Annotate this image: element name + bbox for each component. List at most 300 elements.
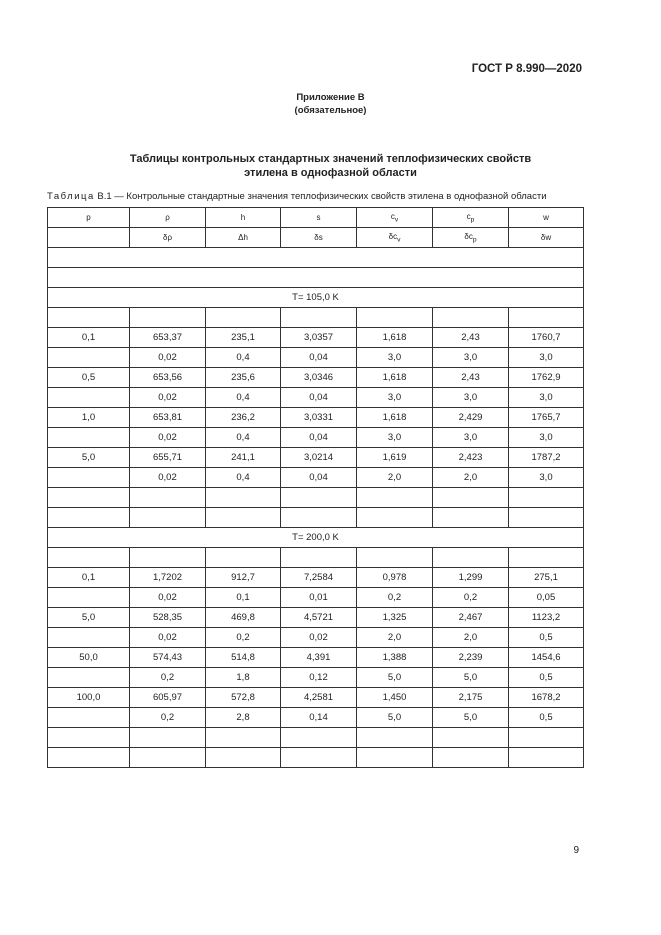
cell-value: 0,2 bbox=[463, 592, 478, 603]
cell-value: 1760,7 bbox=[531, 332, 561, 343]
cell-value: 0,02 bbox=[158, 392, 177, 403]
table-row bbox=[48, 348, 584, 368]
cell-value: 0,1 bbox=[236, 592, 250, 603]
table-cell bbox=[509, 668, 584, 688]
cell-value: 5,0 bbox=[463, 672, 478, 683]
table-cell bbox=[48, 508, 130, 528]
cell-value: 2,43 bbox=[461, 332, 480, 343]
cell-value: 2,0 bbox=[387, 472, 402, 483]
table-row bbox=[48, 448, 584, 468]
cell-value: 0,02 bbox=[158, 472, 177, 483]
cell-value: 2,175 bbox=[458, 692, 483, 703]
cell-value: 235,6 bbox=[231, 372, 255, 383]
table-cell bbox=[206, 508, 281, 528]
cell-value: 1,618 bbox=[382, 412, 407, 423]
cell-value: 1,450 bbox=[382, 692, 407, 703]
table-header-cell bbox=[206, 208, 281, 228]
table-header-row bbox=[48, 208, 584, 228]
cell-value: c bbox=[466, 211, 471, 221]
table-cell bbox=[509, 308, 584, 328]
table-cell bbox=[509, 388, 584, 408]
table-cell bbox=[206, 628, 281, 648]
table-cell bbox=[357, 348, 433, 368]
table-cell bbox=[130, 728, 206, 748]
table-row bbox=[48, 568, 584, 588]
table-cell bbox=[206, 668, 281, 688]
table-cell bbox=[281, 348, 357, 368]
cell-value: Δh bbox=[238, 233, 248, 242]
cell-value: 3,0 bbox=[387, 392, 402, 403]
table-empty-row bbox=[48, 268, 584, 288]
cell-value: 0,5 bbox=[539, 632, 553, 643]
cell-value: 5,0 bbox=[81, 612, 96, 623]
table-cell bbox=[48, 468, 130, 488]
cell-value: 2,467 bbox=[458, 612, 483, 623]
table-cell bbox=[357, 668, 433, 688]
cell-value: 2,8 bbox=[236, 712, 250, 723]
table-caption-number: В.1 bbox=[97, 191, 112, 202]
table-empty-row bbox=[48, 508, 584, 528]
table-cell bbox=[130, 308, 206, 328]
table-cell bbox=[130, 348, 206, 368]
cell-value: 3,0331 bbox=[303, 412, 334, 423]
table-empty-row bbox=[48, 308, 584, 328]
cell-value: δc bbox=[464, 231, 473, 241]
cell-value: 2,0 bbox=[463, 472, 478, 483]
cell-value: 0,12 bbox=[309, 672, 328, 683]
cell-subscript: p bbox=[470, 216, 475, 224]
cell-value: c bbox=[390, 211, 395, 221]
table-cell bbox=[281, 368, 357, 388]
table-cell bbox=[206, 648, 281, 668]
cell-value: 4,391 bbox=[306, 652, 331, 663]
table-cell bbox=[130, 328, 206, 348]
cell-value: 1,618 bbox=[382, 372, 407, 383]
table-cell bbox=[509, 448, 584, 468]
table-caption bbox=[47, 191, 547, 202]
table-cell bbox=[509, 708, 584, 728]
table-cell bbox=[281, 428, 357, 448]
table-cell bbox=[509, 368, 584, 388]
table-cell bbox=[48, 368, 130, 388]
table-cell bbox=[433, 408, 509, 428]
table-cell bbox=[281, 468, 357, 488]
cell-value: 3,0 bbox=[463, 432, 478, 443]
table-cell bbox=[206, 428, 281, 448]
cell-value: p bbox=[86, 213, 91, 222]
cell-value: 5,0 bbox=[463, 712, 478, 723]
cell-value: 1,299 bbox=[458, 572, 483, 583]
cell-value: δρ bbox=[162, 233, 172, 242]
table-cell bbox=[357, 308, 433, 328]
table-cell bbox=[433, 448, 509, 468]
table-header-cell bbox=[433, 228, 509, 248]
table-cell bbox=[433, 468, 509, 488]
table-row bbox=[48, 408, 584, 428]
table-cell bbox=[509, 428, 584, 448]
table-cell bbox=[509, 648, 584, 668]
table-cell bbox=[130, 488, 206, 508]
cell-value: 469,8 bbox=[231, 612, 255, 623]
table-cell bbox=[433, 628, 509, 648]
table-cell bbox=[281, 328, 357, 348]
temperature-value: = 105,0 K bbox=[297, 292, 339, 303]
table-cell bbox=[48, 568, 130, 588]
temperature-label bbox=[48, 528, 584, 548]
table-cell bbox=[281, 708, 357, 728]
cell-value: 1762,9 bbox=[531, 372, 561, 383]
table-cell bbox=[206, 708, 281, 728]
cell-value: 0,02 bbox=[158, 592, 177, 603]
cell-value: 574,43 bbox=[152, 652, 183, 663]
cell-value: 0,4 bbox=[236, 472, 250, 483]
table-row bbox=[48, 668, 584, 688]
cell-value: 1,618 bbox=[382, 332, 407, 343]
table-cell bbox=[206, 448, 281, 468]
table-cell bbox=[206, 608, 281, 628]
cell-value: 235,1 bbox=[231, 332, 255, 343]
table-cell bbox=[281, 508, 357, 528]
cell-value: 0,02 bbox=[158, 352, 177, 363]
table-cell bbox=[206, 548, 281, 568]
table-cell bbox=[357, 328, 433, 348]
cell-value: 5,0 bbox=[81, 452, 96, 463]
table-cell bbox=[281, 748, 357, 768]
table-cell bbox=[357, 608, 433, 628]
table-empty-row bbox=[48, 548, 584, 568]
table-cell bbox=[281, 668, 357, 688]
cell-value: 5,0 bbox=[387, 672, 402, 683]
table-spacer-cell bbox=[48, 268, 584, 288]
table-header-cell bbox=[357, 228, 433, 248]
table-cell bbox=[130, 428, 206, 448]
table-cell bbox=[281, 308, 357, 328]
table-cell bbox=[357, 568, 433, 588]
table-cell bbox=[509, 328, 584, 348]
table-cell bbox=[281, 728, 357, 748]
cell-value: 0,2 bbox=[160, 712, 175, 723]
cell-value: 1,8 bbox=[236, 672, 250, 683]
table-cell bbox=[357, 468, 433, 488]
cell-value: 1,7202 bbox=[152, 572, 183, 583]
annex-heading bbox=[0, 91, 661, 117]
table-cell bbox=[433, 708, 509, 728]
table-row bbox=[48, 428, 584, 448]
cell-value: 3,0 bbox=[539, 392, 553, 403]
table-cell bbox=[281, 588, 357, 608]
cell-value: 572,8 bbox=[231, 692, 255, 703]
cell-value: 655,71 bbox=[152, 452, 183, 463]
table-cell bbox=[130, 368, 206, 388]
cell-value: 1,325 bbox=[382, 612, 407, 623]
annex-label: Приложение В bbox=[296, 92, 365, 103]
table-cell bbox=[509, 348, 584, 368]
table-cell bbox=[48, 308, 130, 328]
table-cell bbox=[509, 468, 584, 488]
table-cell bbox=[130, 588, 206, 608]
table-cell bbox=[281, 648, 357, 668]
table-cell bbox=[48, 408, 130, 428]
table-cell bbox=[433, 488, 509, 508]
section-title-line2: этилена в однофазной области bbox=[244, 167, 417, 179]
cell-value: 3,0 bbox=[463, 352, 478, 363]
cell-value: 0,4 bbox=[236, 352, 250, 363]
cell-value: 1123,2 bbox=[531, 612, 561, 623]
table-cell bbox=[281, 388, 357, 408]
table-cell bbox=[48, 488, 130, 508]
cell-value: 3,0357 bbox=[303, 332, 334, 343]
table-cell bbox=[206, 408, 281, 428]
document-code: ГОСТ Р 8.990—2020 bbox=[471, 63, 582, 75]
table-cell bbox=[206, 388, 281, 408]
cell-value: 100,0 bbox=[76, 692, 101, 703]
table-row bbox=[48, 328, 584, 348]
table-empty-row bbox=[48, 728, 584, 748]
cell-value: 2,429 bbox=[458, 412, 483, 423]
table-cell bbox=[509, 588, 584, 608]
table-cell bbox=[433, 588, 509, 608]
table-cell bbox=[357, 628, 433, 648]
table-row bbox=[48, 588, 584, 608]
table-cell bbox=[357, 508, 433, 528]
table-cell bbox=[48, 708, 130, 728]
cell-value: 528,35 bbox=[152, 612, 183, 623]
cell-value: 2,0 bbox=[387, 632, 402, 643]
table-cell bbox=[130, 628, 206, 648]
cell-value: 653,81 bbox=[152, 412, 183, 423]
table-caption-text: — Контрольные стандартные значения теплофизических свойств этилена в однофазной области bbox=[114, 191, 547, 202]
table-cell bbox=[48, 428, 130, 448]
table-header-cell bbox=[509, 228, 584, 248]
table-cell bbox=[130, 548, 206, 568]
temperature-symbol: T bbox=[292, 292, 298, 303]
table-cell bbox=[130, 688, 206, 708]
table-header-cell bbox=[281, 228, 357, 248]
table-cell bbox=[357, 548, 433, 568]
cell-value: 3,0 bbox=[539, 432, 553, 443]
cell-value: h bbox=[240, 213, 246, 222]
table-cell bbox=[130, 568, 206, 588]
cell-value: 0,01 bbox=[309, 592, 328, 603]
cell-value: 0,02 bbox=[309, 632, 328, 643]
temperature-symbol: T bbox=[292, 532, 298, 543]
table-cell bbox=[206, 328, 281, 348]
table-cell bbox=[206, 728, 281, 748]
cell-value: 0,1 bbox=[81, 332, 96, 343]
table-cell bbox=[130, 508, 206, 528]
cell-value: 0,4 bbox=[236, 432, 250, 443]
cell-value: 241,1 bbox=[231, 452, 255, 463]
cell-value: 2,423 bbox=[458, 452, 483, 463]
cell-subscript: p bbox=[472, 236, 477, 244]
table-cell bbox=[130, 708, 206, 728]
table-header-cell bbox=[281, 208, 357, 228]
table-header-cell bbox=[48, 208, 130, 228]
cell-value: 50,0 bbox=[79, 652, 98, 663]
table-header-cell bbox=[206, 228, 281, 248]
cell-value: 0,2 bbox=[236, 632, 250, 643]
table-cell bbox=[48, 668, 130, 688]
cell-value: 0,5 bbox=[539, 712, 553, 723]
cell-value: 3,0 bbox=[463, 392, 478, 403]
cell-value: 912,7 bbox=[231, 572, 255, 583]
table-cell bbox=[206, 688, 281, 708]
annex-status: (обязательное) bbox=[294, 105, 367, 116]
table-cell bbox=[433, 388, 509, 408]
table-cell bbox=[48, 728, 130, 748]
table-cell bbox=[509, 688, 584, 708]
cell-value: 0,02 bbox=[158, 632, 177, 643]
table-header-cell bbox=[48, 228, 130, 248]
table-cell bbox=[281, 688, 357, 708]
cell-value: 3,0 bbox=[539, 352, 553, 363]
cell-value: 1678,2 bbox=[531, 692, 561, 703]
table-cell bbox=[433, 608, 509, 628]
cell-value: 1765,7 bbox=[531, 412, 561, 423]
table-cell bbox=[281, 608, 357, 628]
table-cell bbox=[509, 628, 584, 648]
table-cell bbox=[206, 308, 281, 328]
temperature-row bbox=[48, 288, 584, 308]
cell-value: 1,0 bbox=[81, 412, 96, 423]
table-cell bbox=[357, 728, 433, 748]
table-cell bbox=[206, 588, 281, 608]
table-cell bbox=[281, 568, 357, 588]
table-cell bbox=[509, 608, 584, 628]
table-cell bbox=[48, 588, 130, 608]
table-cell bbox=[357, 368, 433, 388]
table-cell bbox=[130, 468, 206, 488]
table-header-row bbox=[48, 228, 584, 248]
table-cell bbox=[433, 348, 509, 368]
table-cell bbox=[281, 408, 357, 428]
table-cell bbox=[357, 708, 433, 728]
cell-value: 0,04 bbox=[309, 352, 328, 363]
table-cell bbox=[206, 348, 281, 368]
cell-value: 3,0 bbox=[539, 472, 553, 483]
table-cell bbox=[130, 748, 206, 768]
table-row bbox=[48, 468, 584, 488]
table-cell bbox=[357, 428, 433, 448]
table-empty-row bbox=[48, 248, 584, 268]
table-cell bbox=[433, 548, 509, 568]
table-header-cell bbox=[509, 208, 584, 228]
table-cell bbox=[130, 608, 206, 628]
table-cell bbox=[433, 508, 509, 528]
table-cell bbox=[48, 608, 130, 628]
cell-value: 5,0 bbox=[387, 712, 402, 723]
table-row bbox=[48, 388, 584, 408]
table-cell bbox=[48, 648, 130, 668]
table-cell bbox=[433, 648, 509, 668]
table-cell bbox=[433, 368, 509, 388]
cell-value: ρ bbox=[165, 213, 170, 222]
cell-value: δs bbox=[314, 233, 323, 242]
table-empty-row bbox=[48, 748, 584, 768]
table-cell bbox=[48, 348, 130, 368]
table-cell bbox=[509, 488, 584, 508]
table-cell bbox=[357, 648, 433, 668]
table-cell bbox=[357, 748, 433, 768]
cell-value: 0,02 bbox=[158, 432, 177, 443]
table-cell bbox=[357, 448, 433, 468]
cell-value: 653,56 bbox=[152, 372, 183, 383]
table-cell bbox=[357, 488, 433, 508]
table-cell bbox=[509, 548, 584, 568]
cell-value: 4,2581 bbox=[303, 692, 334, 703]
table-row bbox=[48, 648, 584, 668]
table-header-cell bbox=[130, 208, 206, 228]
cell-value: 0,2 bbox=[387, 592, 402, 603]
cell-value: 275,1 bbox=[534, 572, 558, 583]
cell-value: δc bbox=[388, 231, 398, 241]
cell-value: 7,2584 bbox=[303, 572, 334, 583]
table-cell bbox=[509, 748, 584, 768]
table-caption-label: Таблица bbox=[47, 191, 95, 202]
page-number: 9 bbox=[573, 845, 579, 856]
table-row bbox=[48, 688, 584, 708]
cell-value: 2,239 bbox=[458, 652, 483, 663]
cell-value: 0,04 bbox=[309, 392, 328, 403]
temperature-row bbox=[48, 528, 584, 548]
table-cell bbox=[48, 628, 130, 648]
cell-value: δw bbox=[540, 233, 552, 242]
table-spacer-cell bbox=[48, 248, 584, 268]
table-row bbox=[48, 368, 584, 388]
table-cell bbox=[433, 748, 509, 768]
cell-value: 0,1 bbox=[81, 572, 96, 583]
temperature-label bbox=[48, 288, 584, 308]
cell-value: 1,388 bbox=[382, 652, 407, 663]
table-row bbox=[48, 608, 584, 628]
table-cell bbox=[433, 568, 509, 588]
cell-value: 0,05 bbox=[536, 592, 556, 603]
table-cell bbox=[281, 448, 357, 468]
cell-value: s bbox=[316, 213, 321, 222]
table-cell bbox=[433, 668, 509, 688]
table-cell bbox=[48, 328, 130, 348]
cell-value: 1,619 bbox=[382, 452, 407, 463]
table-cell bbox=[357, 408, 433, 428]
table-cell bbox=[130, 668, 206, 688]
cell-value: 3,0214 bbox=[303, 452, 334, 463]
cell-value: 0,04 bbox=[309, 472, 328, 483]
table-cell bbox=[130, 408, 206, 428]
table-cell bbox=[48, 388, 130, 408]
table-cell bbox=[206, 748, 281, 768]
table-cell bbox=[130, 448, 206, 468]
table-cell bbox=[48, 448, 130, 468]
table-cell bbox=[48, 688, 130, 708]
cell-subscript: v bbox=[394, 216, 399, 224]
section-title-line1: Таблицы контрольных стандартных значений теплофизических свойств bbox=[129, 153, 532, 165]
table-cell bbox=[509, 508, 584, 528]
cell-value: 0,2 bbox=[160, 672, 175, 683]
table-cell bbox=[357, 588, 433, 608]
cell-value: 1454,6 bbox=[531, 652, 561, 663]
table-cell bbox=[433, 308, 509, 328]
table-cell bbox=[130, 388, 206, 408]
cell-value: 0,5 bbox=[539, 672, 553, 683]
table-row bbox=[48, 628, 584, 648]
table-cell bbox=[509, 568, 584, 588]
cell-value: 0,5 bbox=[81, 372, 96, 383]
cell-value: 1787,2 bbox=[531, 452, 561, 463]
cell-value: 2,43 bbox=[461, 372, 480, 383]
table-cell bbox=[48, 748, 130, 768]
table-cell bbox=[357, 688, 433, 708]
cell-value: 2,0 bbox=[463, 632, 478, 643]
